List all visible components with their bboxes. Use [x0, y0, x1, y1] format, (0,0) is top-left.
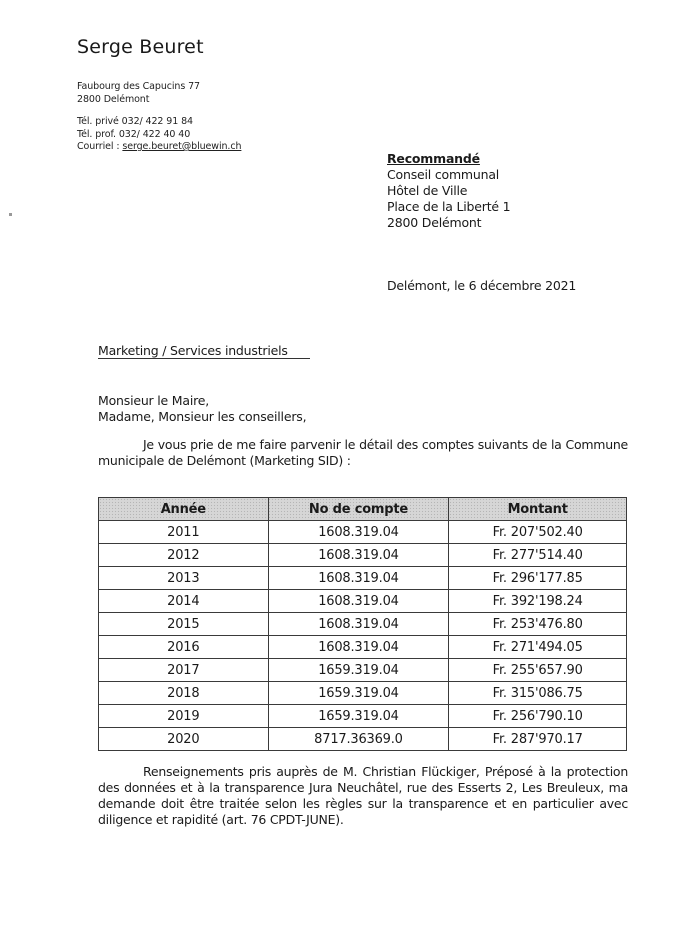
- cell-amount: Fr. 255'657.90: [449, 659, 627, 682]
- sender-city: 2800 Delémont: [77, 93, 150, 105]
- cell-amount: Fr. 287'970.17: [449, 728, 627, 751]
- table-row: [99, 636, 627, 659]
- registered-mail-label: Recommandé: [387, 151, 480, 166]
- scan-artifact: [9, 213, 12, 216]
- sender-phone-professional: Tél. prof. 032/ 422 40 40: [77, 128, 191, 140]
- cell-year: 2018: [99, 682, 269, 705]
- cell-amount: Fr. 256'790.10: [449, 705, 627, 728]
- table-row: [99, 590, 627, 613]
- cell-year: 2014: [99, 590, 269, 613]
- cell-account-number: 1659.319.04: [268, 659, 449, 682]
- salutation-line-1: Monsieur le Maire,: [98, 393, 210, 408]
- cell-account-number: 1608.319.04: [268, 636, 449, 659]
- cell-account-number: 1608.319.04: [268, 590, 449, 613]
- cell-year: 2015: [99, 613, 269, 636]
- table-row: [99, 521, 627, 544]
- table-header-row: [99, 498, 627, 521]
- info-paragraph-text: Renseignements pris auprès de M. Christian Flückiger, Préposé à la protection des données et à la transparence Jura Neuchâtel, rue des Esserts 2, Les Breuleux, ma demande doit être traitée selon les règles sur la transparence et en particulier avec diligence et rapidité (art. 76 CPDT-JUNE).: [98, 764, 628, 827]
- sender-contact: [77, 116, 241, 154]
- cell-year: 2011: [99, 521, 269, 544]
- info-paragraph: [98, 764, 628, 828]
- cell-year: 2013: [99, 567, 269, 590]
- cell-year: 2016: [99, 636, 269, 659]
- cell-amount: Fr. 277'514.40: [449, 544, 627, 567]
- recipient-line-4: 2800 Delémont: [387, 215, 482, 230]
- cell-amount: Fr. 315'086.75: [449, 682, 627, 705]
- header-amount: Montant: [449, 498, 627, 521]
- accounts-table: [98, 497, 627, 751]
- cell-account-number: 1659.319.04: [268, 682, 449, 705]
- cell-account-number: 8717.36369.0: [268, 728, 449, 751]
- table-row: [99, 728, 627, 751]
- cell-amount: Fr. 271'494.05: [449, 636, 627, 659]
- subject-line: Marketing / Services industriels: [98, 343, 310, 359]
- sender-name: Serge Beuret: [77, 36, 204, 58]
- cell-account-number: 1659.319.04: [268, 705, 449, 728]
- cell-year: 2012: [99, 544, 269, 567]
- recipient-line-1: Conseil communal: [387, 167, 500, 182]
- table-row: [99, 613, 627, 636]
- cell-account-number: 1608.319.04: [268, 613, 449, 636]
- request-paragraph-text: Je vous prie de me faire parvenir le détail des comptes suivants de la Commune municipale de Delémont (Marketing SID) :: [98, 437, 628, 468]
- salutation-line-2: Madame, Monsieur les conseillers,: [98, 409, 307, 424]
- sender-address: [77, 81, 200, 106]
- cell-year: 2020: [99, 728, 269, 751]
- salutation: [98, 393, 306, 425]
- recipient-line-3: Place de la Liberté 1: [387, 199, 511, 214]
- date-line: Delémont, le 6 décembre 2021: [387, 278, 577, 293]
- table-row: [99, 659, 627, 682]
- cell-amount: Fr. 392'198.24: [449, 590, 627, 613]
- sender-email-link[interactable]: serge.beuret@bluewin.ch: [122, 141, 242, 152]
- table-row: [99, 705, 627, 728]
- cell-year: 2017: [99, 659, 269, 682]
- table-row: [99, 682, 627, 705]
- cell-amount: Fr. 207'502.40: [449, 521, 627, 544]
- sender-email-line: [77, 141, 241, 154]
- cell-amount: Fr. 253'476.80: [449, 613, 627, 636]
- header-year: Année: [99, 498, 269, 521]
- cell-account-number: 1608.319.04: [268, 567, 449, 590]
- email-label: Courriel :: [77, 141, 123, 152]
- header-account-number: No de compte: [268, 498, 449, 521]
- table-row: [99, 544, 627, 567]
- cell-account-number: 1608.319.04: [268, 544, 449, 567]
- table-row: [99, 567, 627, 590]
- sender-street: Faubourg des Capucins 77: [77, 81, 200, 92]
- request-paragraph: [98, 437, 628, 469]
- cell-amount: Fr. 296'177.85: [449, 567, 627, 590]
- recipient-address: [387, 151, 510, 231]
- sender-phone-private: Tél. privé 032/ 422 91 84: [77, 116, 193, 127]
- cell-account-number: 1608.319.04: [268, 521, 449, 544]
- cell-year: 2019: [99, 705, 269, 728]
- recipient-line-2: Hôtel de Ville: [387, 183, 468, 198]
